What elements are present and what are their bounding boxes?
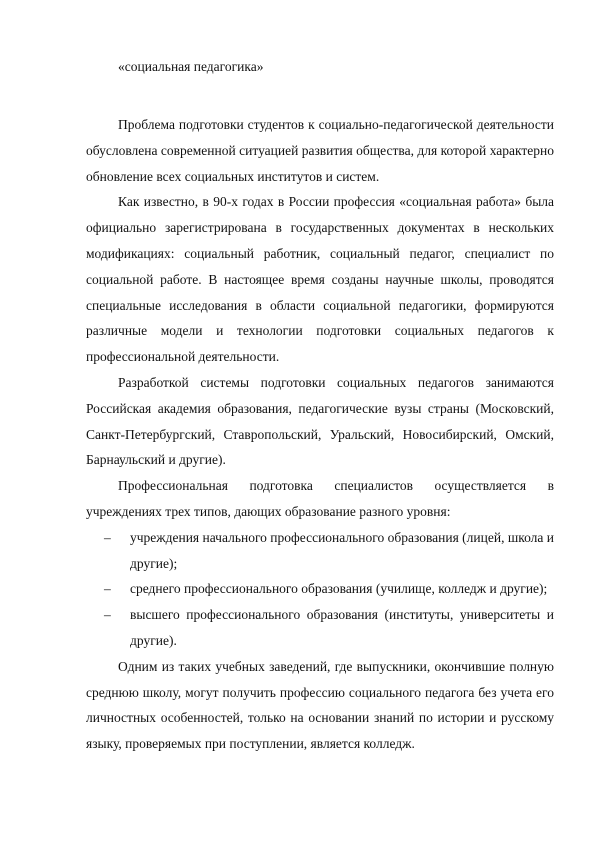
paragraph-3: Разработкой системы подготовки социальных педагогов занимаются Российская академия образования, педагогические вузы страны (Московский, Санкт-Петербургский, Ставропольский, Уральский, Новосибирский, Омский, Барнаульский и другие). bbox=[86, 374, 554, 468]
paragraph-2: Как известно, в 90-х годах в России профессия «социальная работа» была официально зарегистрирована в государственных документах в нескольких модификациях: социальный работник, социальный педагог, специалист по социальной работе. В настоящее время созданы научные школы, проводятся специальные исследования в области социальной педагогики, формируются различные модели и технологии подготовки социальных педагогов к профессиональной деятельности. bbox=[86, 194, 554, 365]
list-dash: – bbox=[104, 607, 111, 623]
document-body bbox=[86, 112, 554, 757]
list-item-text: среднего профессионального образования (училище, колледж и другие); bbox=[130, 581, 548, 597]
list-item bbox=[86, 576, 554, 602]
paragraph-1: Проблема подготовки студентов к социально-педагогической деятельности обусловлена современной ситуацией развития общества, для которой характерно обновление всех социальных институтов и систем. bbox=[86, 117, 554, 184]
document-title: «социальная педагогика» bbox=[118, 59, 264, 74]
institution-type-list bbox=[86, 525, 554, 654]
list-item bbox=[86, 602, 554, 654]
list-item-text: высшего профессионального образования (институты, университеты и другие). bbox=[130, 607, 554, 648]
list-item-text: учреждения начального профессионального образования (лицей, школа и другие); bbox=[130, 529, 554, 571]
paragraph-4: Профессиональная подготовка специалистов осуществляется в учреждениях трех типов, дающих образование разного уровня: bbox=[86, 478, 554, 519]
list-dash: – bbox=[104, 581, 111, 597]
list-dash: – bbox=[104, 529, 111, 545]
list-item bbox=[86, 525, 554, 577]
paragraph-5: Одним из таких учебных заведений, где выпускники, окончившие полную среднюю школу, могут получить профессию социального педагога без учета его личностных особенностей, только на основании знаний по истории и русскому языку, проверяемых при поступлении, является колледж. bbox=[86, 658, 554, 752]
